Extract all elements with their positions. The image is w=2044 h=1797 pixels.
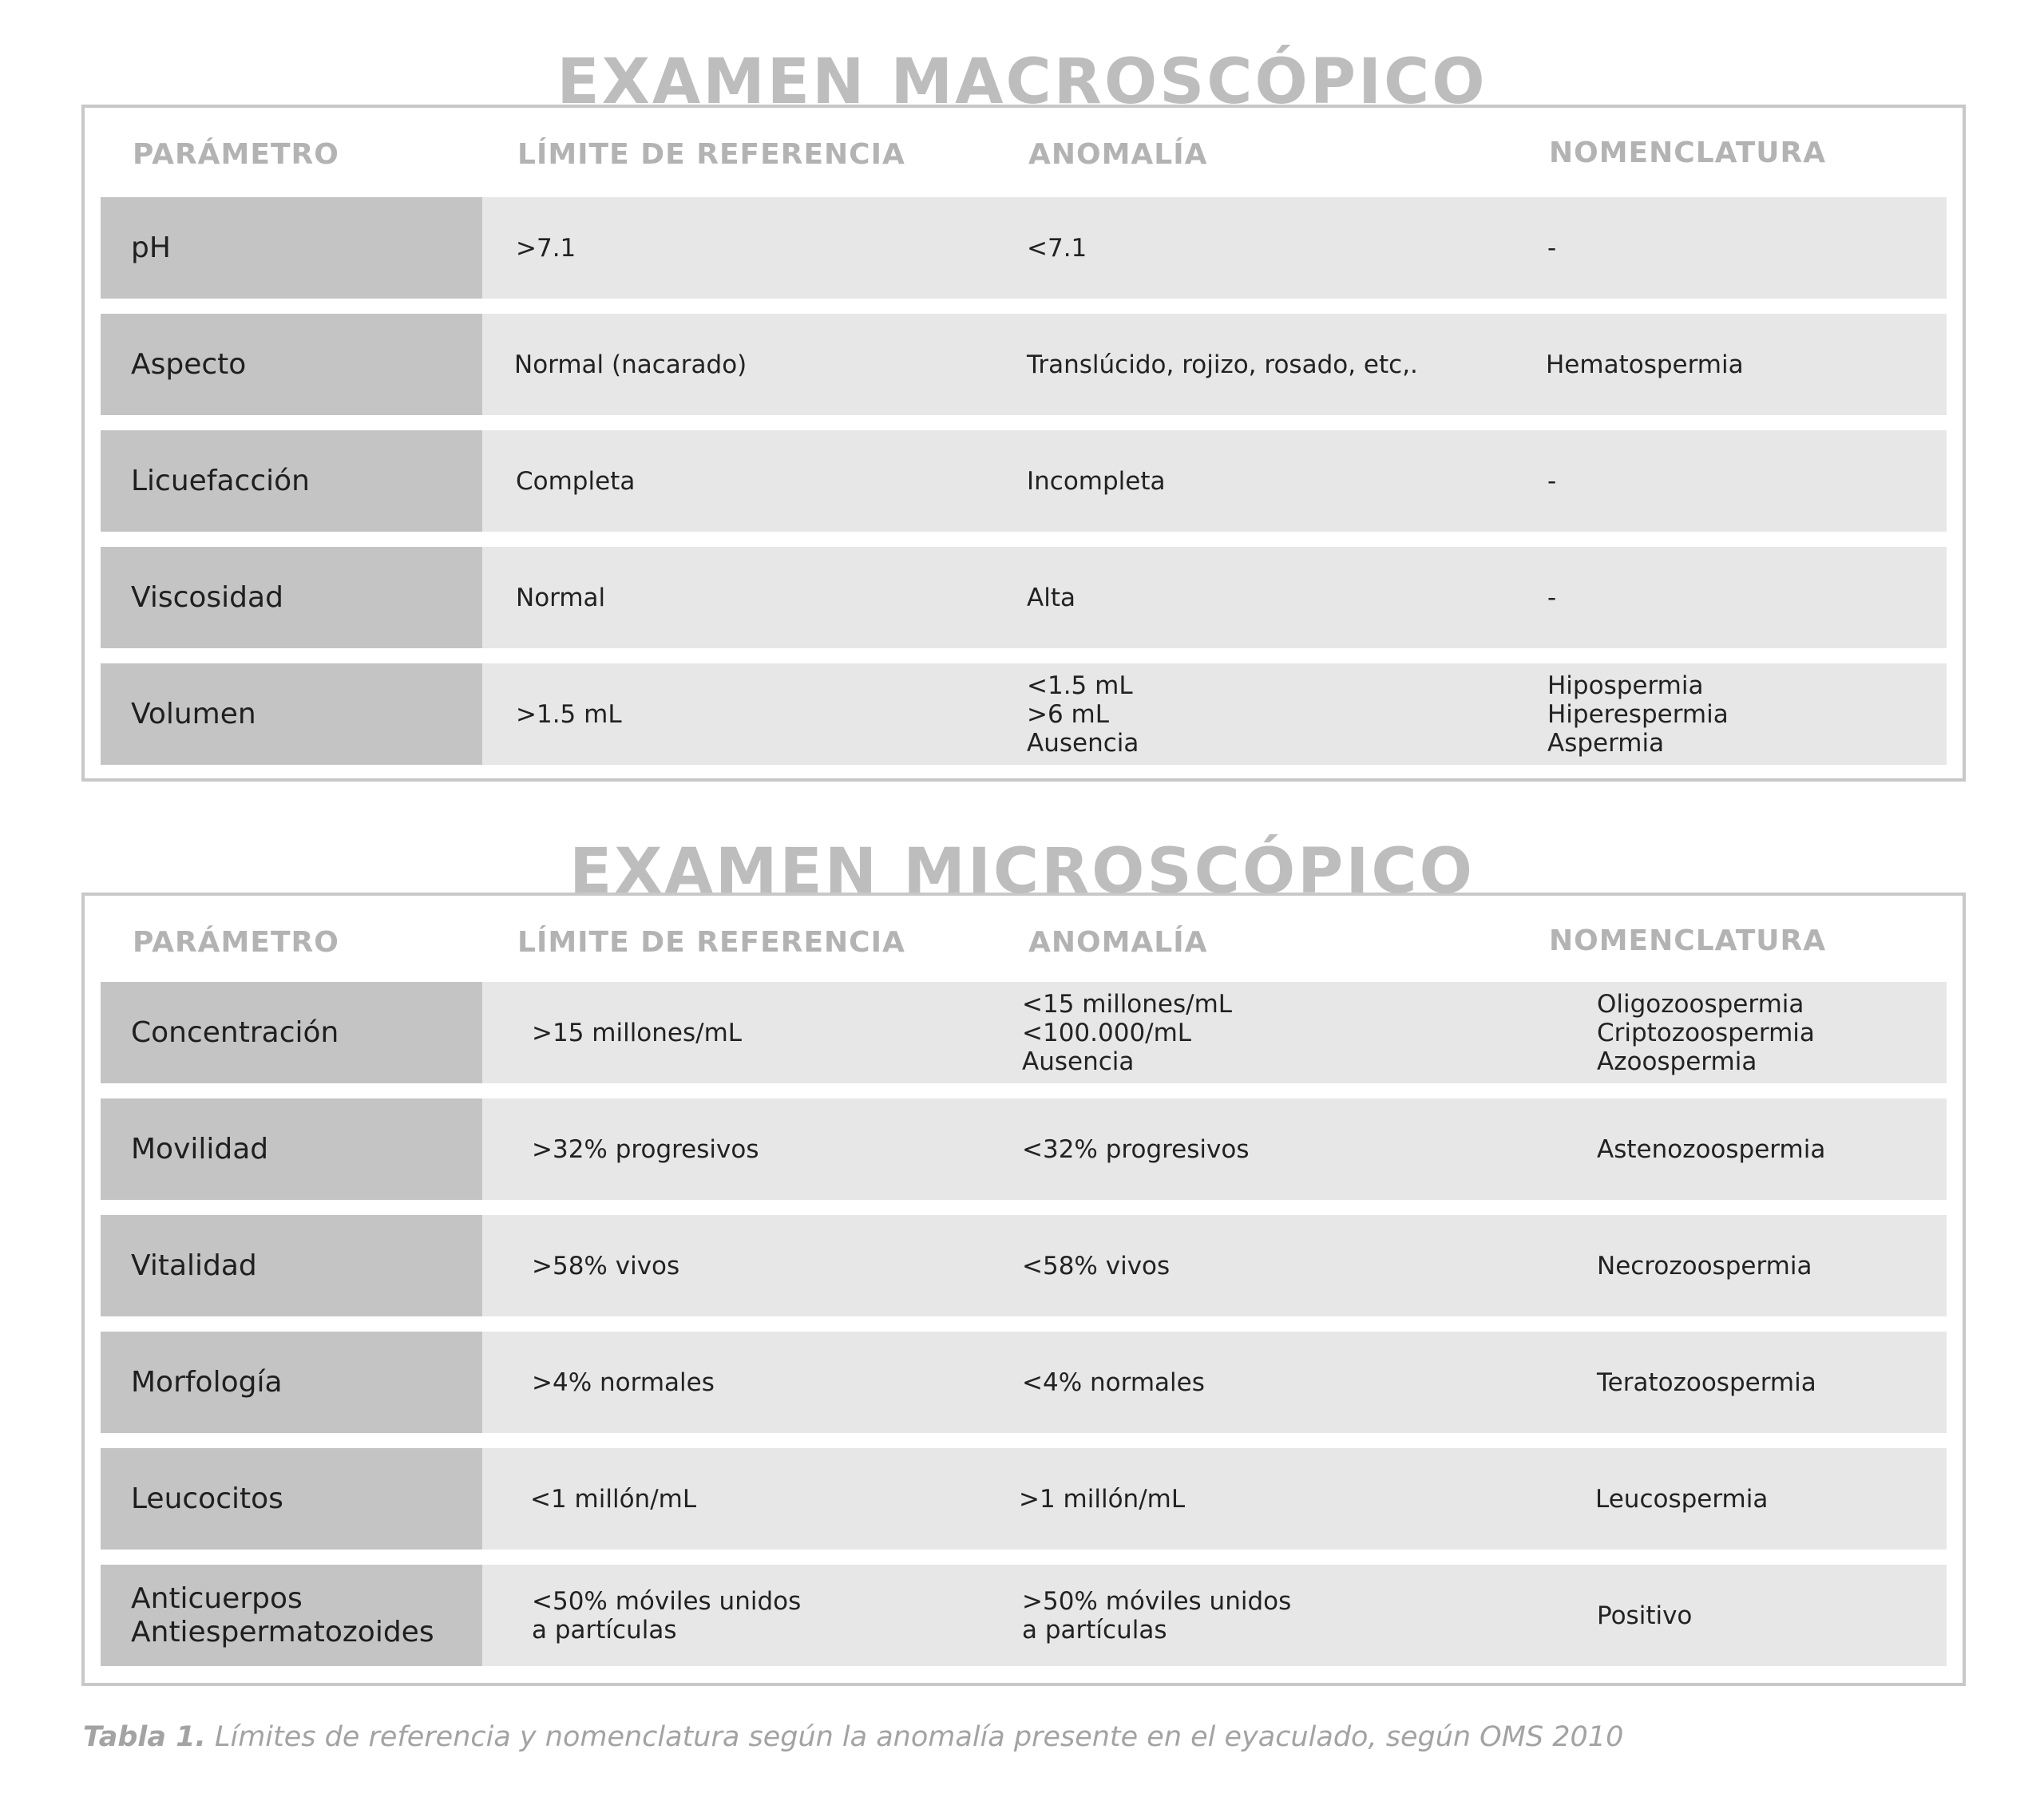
reference-cell: <50% móviles unidos a partículas [532, 1586, 802, 1645]
param-cell: Viscosidad [101, 547, 482, 648]
table-row [101, 982, 1947, 1083]
anomaly-cell: <4% normales [1022, 1368, 1205, 1397]
nomenclature-cell: Teratozoospermia [1597, 1368, 1816, 1397]
anomaly-cell: Incompleta [1027, 466, 1166, 496]
param-cell: Aspecto [101, 314, 482, 415]
nomenclature-cell: Positivo [1597, 1601, 1693, 1630]
anomaly-cell: Alta [1027, 583, 1075, 612]
table-row [101, 1215, 1947, 1316]
anomaly-cell: >1 millón/mL [1019, 1484, 1186, 1514]
anomaly-cell: <7.1 [1027, 233, 1087, 263]
micro-header-nomenclatura: NOMENCLATURA [1549, 924, 1827, 957]
micro-header-anomalia: ANOMALÍA [1028, 926, 1208, 959]
anomaly-cell: <32% progresivos [1022, 1134, 1250, 1164]
macro-header-parametro: PARÁMETRO [133, 138, 339, 171]
table-row [101, 197, 1947, 299]
macro-table [81, 105, 1966, 782]
macro-header-limite: LÍMITE DE REFERENCIA [517, 138, 905, 171]
table-row [101, 663, 1947, 765]
caption-label: Tabla 1. [83, 1721, 206, 1753]
nomenclature-cell: Hipospermia Hiperespermia Aspermia [1547, 671, 1729, 758]
param-cell: Volumen [101, 663, 482, 765]
reference-cell: >1.5 mL [516, 699, 622, 729]
param-cell: Vitalidad [101, 1215, 482, 1316]
param-cell: Morfología [101, 1332, 482, 1433]
table-row [101, 547, 1947, 648]
reference-cell: <1 millón/mL [530, 1484, 697, 1514]
nomenclature-cell: - [1547, 466, 1557, 496]
reference-cell: >4% normales [532, 1368, 715, 1397]
nomenclature-cell: - [1547, 233, 1557, 263]
param-cell: Leucocitos [101, 1448, 482, 1550]
anomaly-cell: <58% vivos [1022, 1251, 1171, 1280]
anomaly-cell: <1.5 mL >6 mL Ausencia [1027, 671, 1139, 758]
macro-header-anomalia: ANOMALÍA [1028, 138, 1208, 171]
nomenclature-cell: Astenozoospermia [1597, 1134, 1826, 1164]
micro-header-limite: LÍMITE DE REFERENCIA [517, 926, 905, 959]
caption-text: Límites de referencia y nomenclatura según la anomalía presente en el eyaculado, según OMS 2010 [205, 1721, 1624, 1753]
micro-section-title: EXAMEN MICROSCÓPICO [569, 836, 1475, 908]
reference-cell: >15 millones/mL [532, 1018, 743, 1047]
reference-cell: >7.1 [516, 233, 576, 263]
anomaly-cell: <15 millones/mL <100.000/mL Ausencia [1022, 989, 1233, 1076]
param-cell: Anticuerpos Antiespermatozoides [101, 1565, 482, 1666]
table-row [101, 314, 1947, 415]
nomenclature-cell: Necrozoospermia [1597, 1251, 1812, 1280]
anomaly-cell: >50% móviles unidos a partículas [1022, 1586, 1292, 1645]
table-caption [83, 1721, 1623, 1753]
param-cell: Licuefacción [101, 430, 482, 532]
micro-table [81, 893, 1966, 1686]
reference-cell: Normal (nacarado) [514, 350, 747, 379]
nomenclature-cell: Hematospermia [1546, 350, 1744, 379]
macro-header-nomenclatura: NOMENCLATURA [1549, 137, 1827, 169]
param-cell: Concentración [101, 982, 482, 1083]
table-row [101, 1332, 1947, 1433]
anomaly-cell: Translúcido, rojizo, rosado, etc,. [1027, 350, 1418, 379]
macro-section-title: EXAMEN MACROSCÓPICO [557, 46, 1487, 118]
nomenclature-cell: - [1547, 583, 1557, 612]
table-row [101, 1098, 1947, 1200]
nomenclature-cell: Leucospermia [1595, 1484, 1769, 1514]
param-cell: Movilidad [101, 1098, 482, 1200]
param-cell: pH [101, 197, 482, 299]
micro-header-parametro: PARÁMETRO [133, 926, 339, 959]
nomenclature-cell: Oligozoospermia Criptozoospermia Azoospermia [1597, 989, 1815, 1076]
table-row [101, 430, 1947, 532]
reference-cell: >32% progresivos [532, 1134, 759, 1164]
table-row [101, 1565, 1947, 1666]
table-row [101, 1448, 1947, 1550]
reference-cell: Completa [516, 466, 636, 496]
reference-cell: >58% vivos [532, 1251, 680, 1280]
reference-cell: Normal [516, 583, 606, 612]
